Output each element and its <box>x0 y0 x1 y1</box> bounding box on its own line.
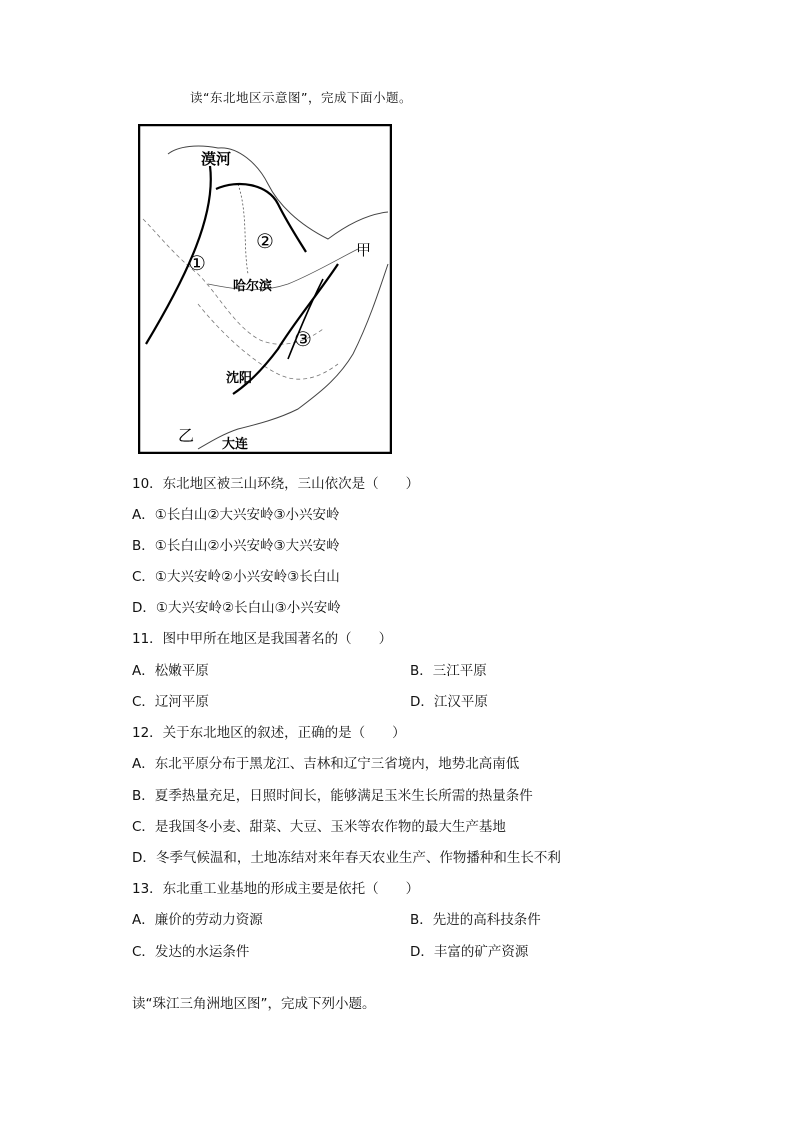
label-marker-1: ① <box>188 251 206 275</box>
question-10-option-a: A．①长白山②大兴安岭③小兴安岭 <box>132 507 340 523</box>
question-10-stem: 10．东北地区被三山环绕，三山依次是（ ） <box>132 476 420 492</box>
question-12-stem: 12．关于东北地区的叙述，正确的是（ ） <box>132 725 406 741</box>
province-boundary-2 <box>198 304 338 379</box>
question-11-option-c: C．辽河平原 <box>132 694 209 710</box>
question-12-option-b: B．夏季热量充足，日照时间长，能够满足玉米生长所需的热量条件 <box>132 788 533 804</box>
question-13-stem: 13．东北重工业基地的形成主要是依托（ ） <box>132 881 420 897</box>
label-shenyang: 沈阳 <box>226 371 253 386</box>
question-10-option-d: D．①大兴安岭②长白山③小兴安岭 <box>132 600 341 616</box>
label-dalian: 大连 <box>222 437 249 452</box>
question-11-stem: 11．图中甲所在地区是我国著名的（ ） <box>132 631 393 647</box>
question-12-option-a: A．东北平原分布于黑龙江、吉林和辽宁三省境内，地势北高南低 <box>132 756 520 772</box>
question-13-option-d: D．丰富的矿产资源 <box>410 944 529 960</box>
intro-text-pearl-river: 读“珠江三角洲地区图”，完成下列小题。 <box>132 996 376 1012</box>
northeast-map <box>138 124 392 454</box>
question-13-option-a: A．廉价的劳动力资源 <box>132 912 263 928</box>
label-marker-2: ② <box>256 229 274 253</box>
question-12-option-c: C．是我国冬小麦、甜菜、大豆、玉米等农作物的最大生产基地 <box>132 819 506 835</box>
label-harbin: 哈尔滨 <box>233 279 273 294</box>
question-13-option-b: B．先进的高科技条件 <box>410 912 541 928</box>
question-12-option-d: D．冬季气候温和，土地冻结对来年春天农业生产、作物播种和生长不利 <box>132 850 561 866</box>
question-11-option-a: A．松嫩平原 <box>132 663 209 679</box>
question-10-option-c: C．①大兴安岭②小兴安岭③长白山 <box>132 569 340 585</box>
label-yi: 乙 <box>178 426 195 445</box>
label-marker-3: ③ <box>294 327 312 351</box>
intro-text-northeast: 读“东北地区示意图”，完成下面小题。 <box>190 90 412 105</box>
question-11-option-d: D．江汉平原 <box>410 694 488 710</box>
coastline <box>198 264 388 449</box>
question-10-option-b: B．①长白山②小兴安岭③大兴安岭 <box>132 538 340 554</box>
label-jia: 甲 <box>356 241 372 259</box>
label-mohe: 漠河 <box>201 150 232 168</box>
question-11-option-b: B．三江平原 <box>410 663 487 679</box>
river-2 <box>238 184 248 274</box>
question-13-option-c: C．发达的水运条件 <box>132 944 250 960</box>
